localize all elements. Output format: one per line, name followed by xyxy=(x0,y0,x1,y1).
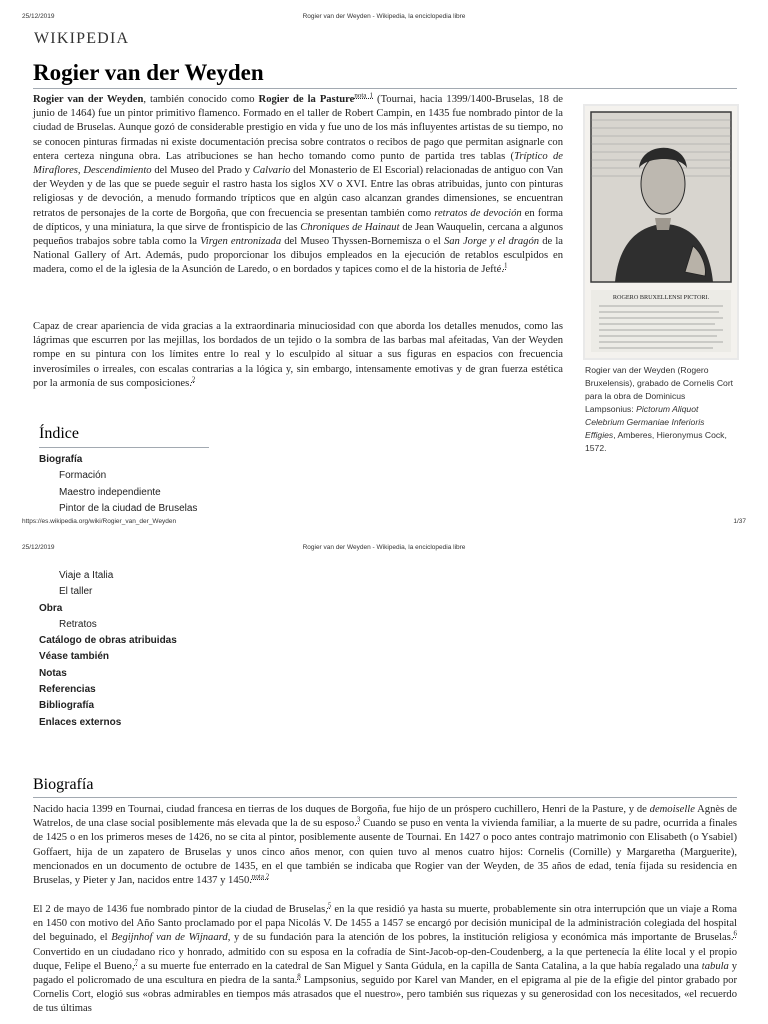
toc-item-taller[interactable]: El taller xyxy=(59,586,93,598)
reference-link[interactable]: 8 xyxy=(297,972,301,981)
image-caption: Rogier van der Weyden (Rogero Bruxelensis), grabado de Cornelis Cort para la obra de Dominicus Lampsonius: Pictorum Aliquot Celebrium Germaniae Inferioris Effigies, Amberes, Hieronymus Cock, 1572. xyxy=(585,365,734,453)
toc-heading: Índice xyxy=(39,425,79,442)
toc-item-bibliografia[interactable]: Bibliografía xyxy=(39,700,95,712)
note-link[interactable]: nota 1 xyxy=(354,91,374,100)
print-page-number: 1/37 xyxy=(733,518,746,525)
reference-link[interactable]: 2 xyxy=(191,375,196,384)
print-date: 25/12/2019 xyxy=(22,544,55,551)
toc-item-formacion[interactable]: Formación xyxy=(59,470,107,482)
toc-divider xyxy=(39,447,209,448)
toc-item-vease-tambien[interactable]: Véase también xyxy=(39,651,110,663)
toc-item-biografia[interactable]: Biografía xyxy=(39,454,83,465)
toc-item-referencias[interactable]: Referencias xyxy=(39,684,96,696)
reference-link[interactable]: 1 xyxy=(503,261,508,270)
toc-item-catalogo[interactable]: Catálogo de obras atribuidas xyxy=(39,635,177,647)
portrait-engraving[interactable] xyxy=(585,106,737,358)
biografia-paragraph-2: El 2 de mayo de 1436 fue nombrado pintor de la ciudad de Bruselas,$^5$ en la que residió ya hasta su muerte, probablemente sin otra interrupción que un viaje a Roma en 1450 con motivo del Año Santo proclamado por el papa Nicolás V. De 1455 a 1457 se encargó por decisión municipal de la administración colegiada del hospital del beguinado, el Begijnhof van de Wijnaard, y de su fundación para la atención de los pobres, la institución religiosa y económica más importante de Bruselas.$^6$ Convertido en un ciudadano rico y honrado, admitido con su esposa en la cofradía de Sint-Jacob-op-den-Coudenberg, a la que pertenecía la élite local y el propio duque, Felipe el Bueno,$^7$ a su muerte fue enterrado en la catedral de San Miguel y Santa Gúdula, en la capilla de Santa Catalina, a la que había regalado una tabula y pagado el policromado de una escultura en piedra de la santa.$^8$ Lampsonius, seguido por Karel van Mander, en el epigrama al pie de la efigie del pintor grabado por Cornelis Cort, elogió sus «obras admirables en tiempos más atrasados que el nuestro», pero también sus riquezas y su generosidad con los necesitados, «el recuerdo de tus últimas xyxy=(33,901,737,1015)
print-doc-title: Rogier van der Weyden - Wikipedia, la enciclopedia libre xyxy=(302,544,466,551)
print-date: 25/12/2019 xyxy=(22,13,55,20)
toc-item-enlaces-externos[interactable]: Enlaces externos xyxy=(39,716,122,728)
lead-paragraph-2: Capaz de crear apariencia de vida gracias a la extraordinaria minuciosidad con que aborda los detalles menudos, como las lágrimas que escurren por las mejillas, los bordados de un tejido o la sombra de las barbas mal afeitadas, Van der Weyden rompe en su pintura con los límites entre lo real y lo esculpido al situar a sus figuras en espacios con frecuencia inverosímiles o irreales, con escalas contrarias a la lógica y, sin embargo, intensamente emotivas y de gran fuerza estética por la armonía de sus composiciones.$^2$ xyxy=(33,321,563,389)
toc-item-maestro-independiente[interactable]: Maestro independiente xyxy=(59,486,161,498)
section-divider xyxy=(33,797,737,798)
reference-link[interactable]: 5 xyxy=(327,901,332,910)
lead-paragraph-1: Rogier van der Weyden, también conocido como Rogier de la Pasture$^{nota 1}$ (Tournai, hacia 1399/1400-Bruselas, 18 de junio de 1464) fue un pintor primitivo flamenco. Formado en el taller de Robert Campin, en 1435 fue nombrado pintor de la ciudad de Bruselas. Aunque gozó de considerable prestigio en vida y fue uno de los más influyentes artistas de su tiempo, no se conocen pinturas firmadas ni existe documentación precisa sobre contratos o recibos de pago que permitan asignarle con entera certeza ninguna obra. Las atribuciones se han hecho tomando como punto de partida tres tablas (Tríptico de Miraflores, Descendimiento del Museo del Prado y Calvario del Monasterio de El Escorial) relacionadas de antiguo con Van der Weyden y de las que se puede seguir el rastro hasta los siglos XV o XVI. Entre las obras atribuidas, junto con pinturas religiosas y de devoción, a menudo formando trípticos que en algún caso alcanzan grandes dimensiones, se encuentran retratos de personajes de la corte de Borgoña, que con frecuencia se presentan también como retratos de devoción en forma de dípticos, y una miniatura, la que sirve de frontispicio de las Chroniques de Hainaut de Jean Wauquelin, cercana a algunos pequeños trabajos sobre tabla como la Virgen entronizada del Museo Thyssen-Bornemisza o el San Jorge y el dragón de la National Gallery of Art. Además, pudo proporcionar los dibujos empleados en la ejecución de retablos esculpidos en madera, como el de la iglesia de la Asunción de Laredo, o en bordados y tapices como el de la historia de Jefté.$^1$ xyxy=(33,91,564,276)
table-of-contents xyxy=(39,452,197,517)
reference-link[interactable]: 7 xyxy=(134,958,138,967)
section-heading-biografia: Biografía xyxy=(33,776,94,793)
reference-link[interactable]: 6 xyxy=(733,929,737,938)
toc-item-pintor-ciudad[interactable]: Pintor de la ciudad de Bruselas xyxy=(59,502,198,514)
title-divider xyxy=(33,88,737,89)
print-url: https://es.wikipedia.org/wiki/Rogier_van_der_Weyden xyxy=(22,518,177,525)
reference-link[interactable]: 3 xyxy=(356,815,361,824)
toc-item-viaje-italia[interactable]: Viaje a Italia xyxy=(59,570,114,581)
biografia-paragraph-1: Nacido hacia 1399 en Tournai, ciudad francesa en tierras de los duques de Borgoña, fue hijo de un próspero cuchillero, Henri de la Pasture, y de demoiselle Agnès de Watrelos, de una clase social posiblemente más elevada que la de su esposo.$^3$ Cuando se puso en venta la vivienda familiar, a la muerte de su padre, ocurrida a finales de 1425 o en los primeros meses de 1426, no se cita al pintor, posiblemente ausente de Tournai. En 1427 o poco antes contrajo matrimonio con Elisabeth (o Ysabiel) Goffaert, hija de un zapatero de Bruselas y unos cinco años menor, con quien tuvo al menos cuatro hijos: Cornelis (Cornille) y Margaretha (Marguerite), mencionados en un documento de octubre de 1435, en el que también se indicaba que Rogier van der Weyden, de 35 años de edad, tenía fijada su residencia en Bruselas, y Pieter y Jan, nacidos entre 1437 y 1450.$^{nota 2}$ xyxy=(33,804,738,887)
toc-item-notas[interactable]: Notas xyxy=(39,667,67,679)
toc-item-obra[interactable]: Obra xyxy=(39,602,63,614)
article-subject: Rogier van der Weyden xyxy=(33,94,144,105)
note-link[interactable]: nota 2 xyxy=(251,872,270,881)
toc-item-retratos[interactable]: Retratos xyxy=(59,618,97,630)
plate-caption: ROGERO BRUXELLENSI PICTORI. xyxy=(612,294,710,301)
print-doc-title: Rogier van der Weyden - Wikipedia, la enciclopedia libre xyxy=(302,13,466,20)
page-title: Rogier van der Weyden xyxy=(33,60,264,85)
table-of-contents-continued xyxy=(39,568,177,731)
wikipedia-logo[interactable]: WIKIPEDIA xyxy=(34,30,130,47)
alt-name: Rogier de la Pasture xyxy=(258,94,355,105)
